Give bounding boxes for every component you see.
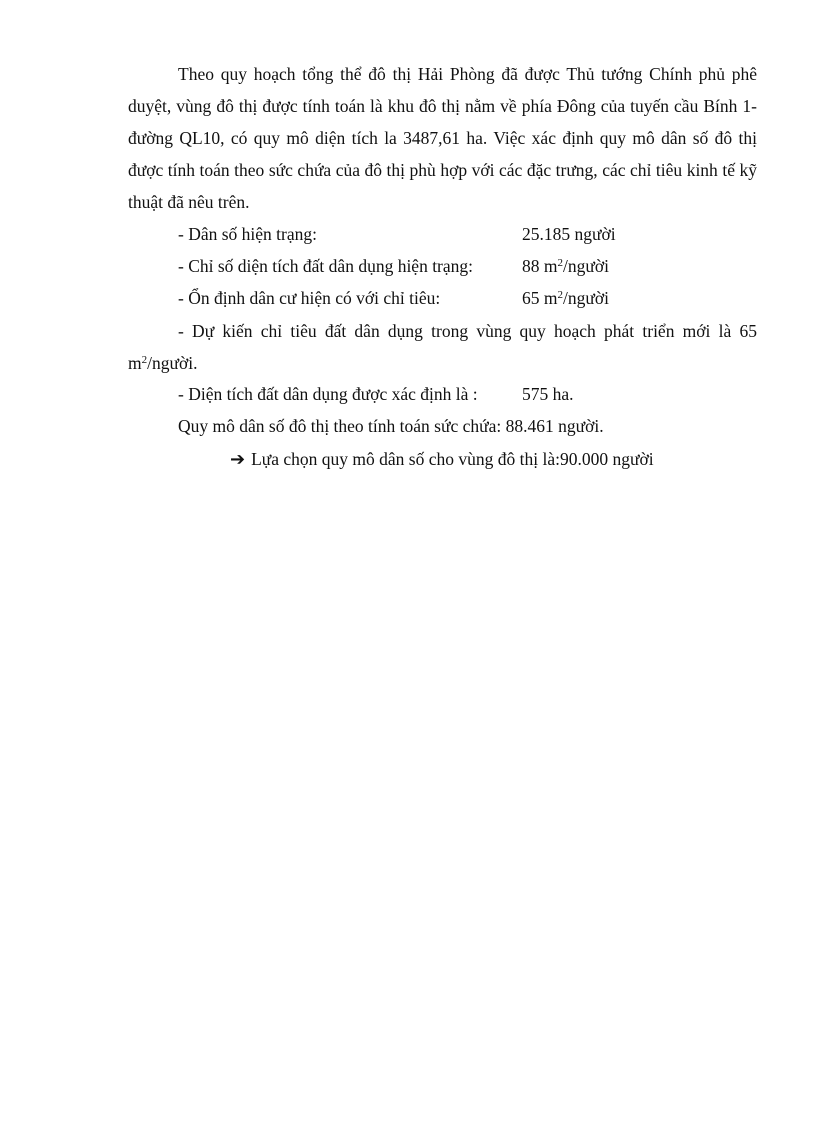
indicator-label: - Chỉ số diện tích đất dân dụng hiện trạng: <box>178 256 474 276</box>
indicator-label: - Ổn định dân cư hiện có với chỉ tiêu: <box>178 288 441 308</box>
land-area-label: - Diện tích đất dân dụng được xác định là : <box>178 384 478 404</box>
indicator-value: 65 $m^2$/người <box>522 288 609 308</box>
indicator-value: 88 $m^2$/người <box>522 256 609 276</box>
conclusion-text: Lựa chọn quy mô dân số cho vùng đô thị là:90.000 người <box>251 449 654 469</box>
forecast-paragraph: - Dự kiến chỉ tiêu đất dân dụng trong vùng quy hoạch phát triển mới là 65 $m^2$/người. <box>128 321 757 373</box>
right-arrow-icon: ➔ <box>230 449 246 470</box>
capacity-line: Quy mô dân số đô thị theo tính toán sức chứa: 88.461 người. <box>178 416 604 436</box>
indicator-label: - Dân số hiện trạng: <box>178 224 317 244</box>
intro-paragraph: Theo quy hoạch tổng thể đô thị Hải Phòng đã được Thủ tướng Chính phủ phê duyệt, vùng đô thị được tính toán là khu đô thị nằm về phía Đông của tuyến cầu Bính 1- đường QL10, có quy mô diện tích la 3487,61 ha. Việc xác định quy mô dân số đô thị được tính toán theo sức chứa của đô thị phù hợp với các đặc trưng, các chỉ tiêu kinh tế kỹ thuật đã nêu trên. <box>128 64 757 212</box>
land-area-value: 575 ha. <box>522 384 574 404</box>
indicator-value: 25.185 người <box>522 224 616 244</box>
conclusion-line <box>230 444 654 474</box>
